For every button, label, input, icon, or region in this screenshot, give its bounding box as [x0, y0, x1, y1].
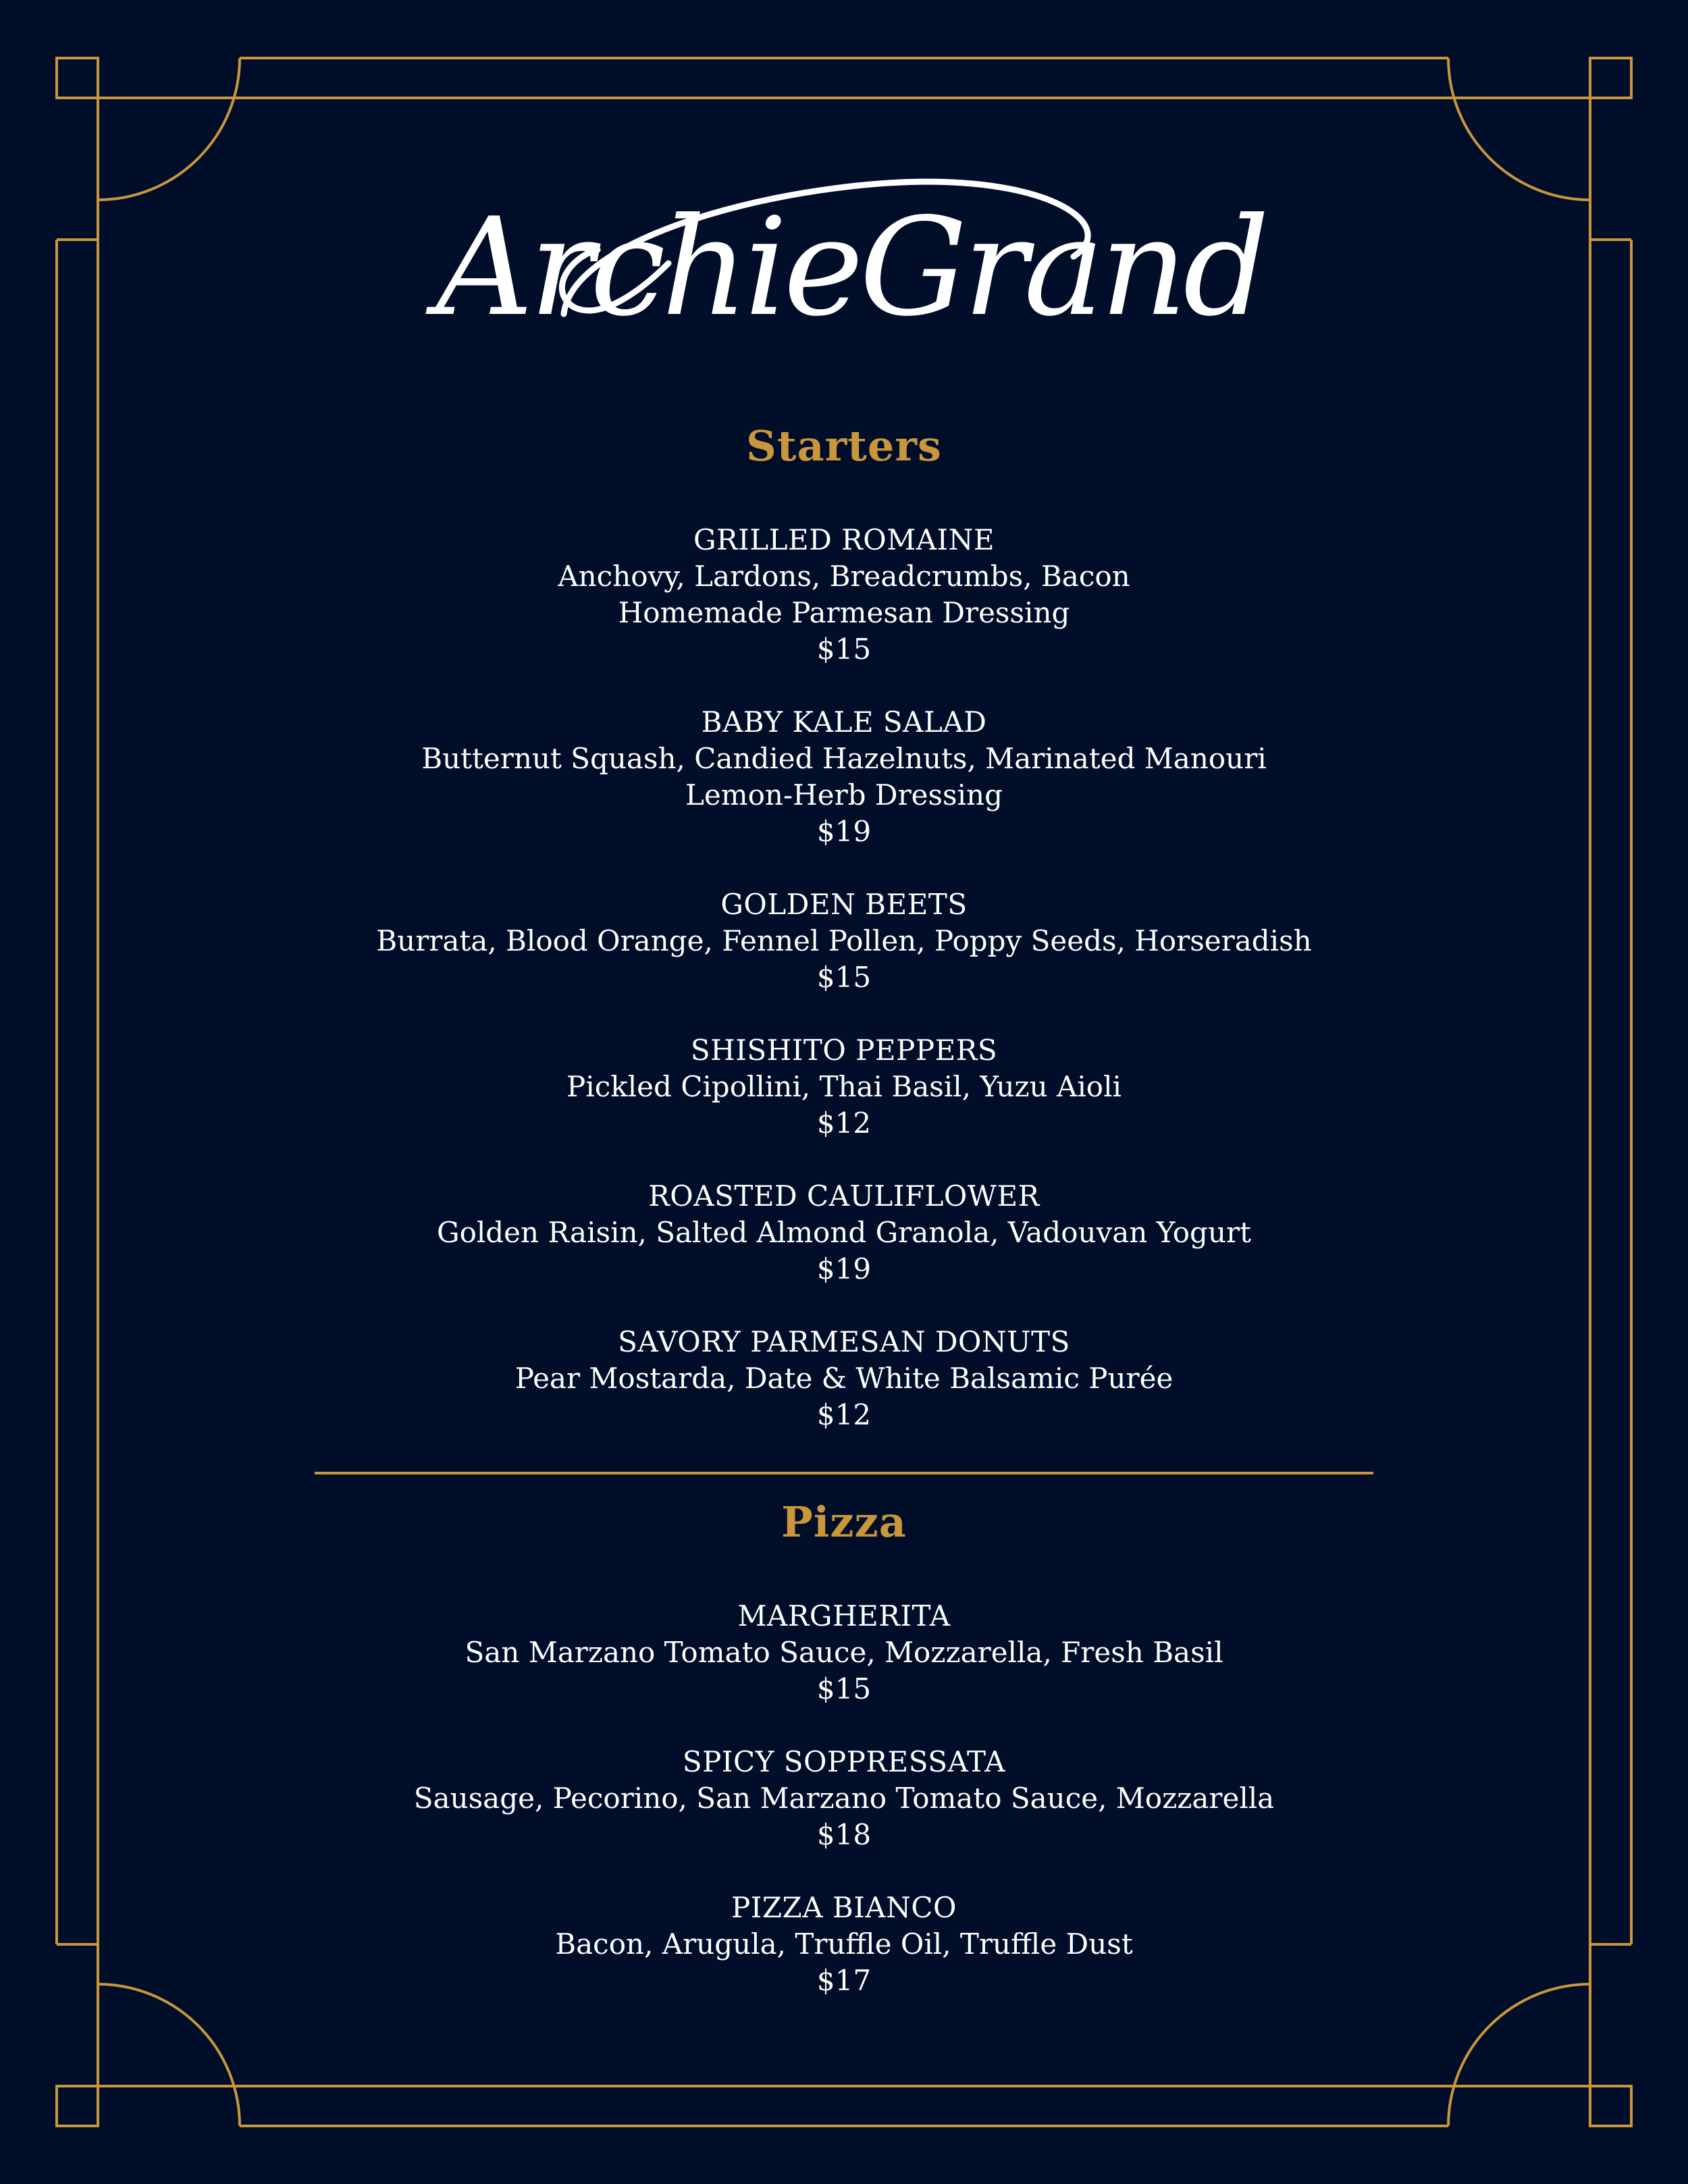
- menu-item-description: Pickled Cipollini, Thai Basil, Yuzu Aioli: [566, 1070, 1122, 1103]
- corner-arc-top-left: [57, 58, 240, 240]
- corner-square-top-right: [1590, 58, 1631, 98]
- archie-grand-logo: [436, 155, 1266, 385]
- logo-wordmark: ArchieGrand: [436, 189, 1266, 346]
- menu-item: [304, 522, 1384, 668]
- corner-arc-bottom-left: [57, 1944, 240, 2126]
- corner-square-bottom-left: [57, 2086, 98, 2126]
- menu-item-price: $19: [816, 1252, 872, 1285]
- menu-item-price: $19: [816, 815, 872, 848]
- menu-item-description: Lemon-Herb Dressing: [685, 778, 1003, 811]
- menu-item-name: MARGHERITA: [737, 1599, 951, 1632]
- section-pizza: [304, 1497, 1384, 1547]
- menu-item: [304, 1032, 1384, 1142]
- menu-item: [304, 1890, 1384, 1999]
- menu-item-price: $12: [816, 1107, 872, 1140]
- menu-item: [304, 1598, 1384, 1707]
- menu-item: [304, 886, 1384, 996]
- menu-item-name: SHISHITO PEPPERS: [690, 1034, 998, 1067]
- menu-item: [304, 704, 1384, 850]
- menu-item-price: $17: [816, 1964, 872, 1997]
- section-starters: [304, 421, 1384, 471]
- menu-item-price: $15: [816, 961, 872, 994]
- menu-item-name: SPICY SOPPRESSATA: [682, 1745, 1006, 1778]
- menu-item: [304, 1178, 1384, 1287]
- menu-item-description: Sausage, Pecorino, San Marzano Tomato Sauce, Mozzarella: [413, 1782, 1275, 1815]
- menu-item-description: Homemade Parmesan Dressing: [618, 596, 1070, 629]
- corner-arc-bottom-right: [1448, 1944, 1631, 2126]
- menu-item-price: $15: [816, 633, 872, 666]
- corner-square-bottom-right: [1590, 2086, 1631, 2126]
- section-divider: [315, 1472, 1373, 1474]
- menu-item-name: GOLDEN BEETS: [720, 888, 968, 921]
- menu-item-name: BABY KALE SALAD: [701, 705, 987, 739]
- menu-item-name: SAVORY PARMESAN DONUTS: [618, 1325, 1070, 1358]
- menu-item-price: $18: [816, 1818, 872, 1851]
- menu-item-description: Bacon, Arugula, Truffle Oil, Truffle Dust: [555, 1927, 1133, 1961]
- corner-arc-top-right: [1448, 58, 1631, 240]
- section-title-pizza: Pizza: [781, 1497, 907, 1547]
- menu-item: [304, 1744, 1384, 1853]
- menu-item-description: Butternut Squash, Candied Hazelnuts, Marinated Manouri: [421, 742, 1267, 775]
- menu-item-name: PIZZA BIANCO: [731, 1891, 957, 1924]
- menu-item-price: $15: [816, 1672, 872, 1705]
- menu-item-price: $12: [816, 1398, 872, 1431]
- menu-item-description: Golden Raisin, Salted Almond Granola, Vadouvan Yogurt: [437, 1216, 1251, 1249]
- menu-item-name: ROASTED CAULIFLOWER: [648, 1179, 1040, 1213]
- menu-item-description: San Marzano Tomato Sauce, Mozzarella, Fresh Basil: [465, 1636, 1223, 1669]
- menu-item-description: Pear Mostarda, Date & White Balsamic Purée: [515, 1362, 1173, 1395]
- menu-item-description: Anchovy, Lardons, Breadcrumbs, Bacon: [558, 560, 1130, 593]
- section-title-starters: Starters: [746, 421, 942, 471]
- menu-item: [304, 1324, 1384, 1433]
- menu-item-description: Burrata, Blood Orange, Fennel Pollen, Poppy Seeds, Horseradish: [376, 924, 1312, 957]
- menu-item-name: GRILLED ROMAINE: [693, 523, 995, 556]
- corner-square-top-left: [57, 58, 98, 98]
